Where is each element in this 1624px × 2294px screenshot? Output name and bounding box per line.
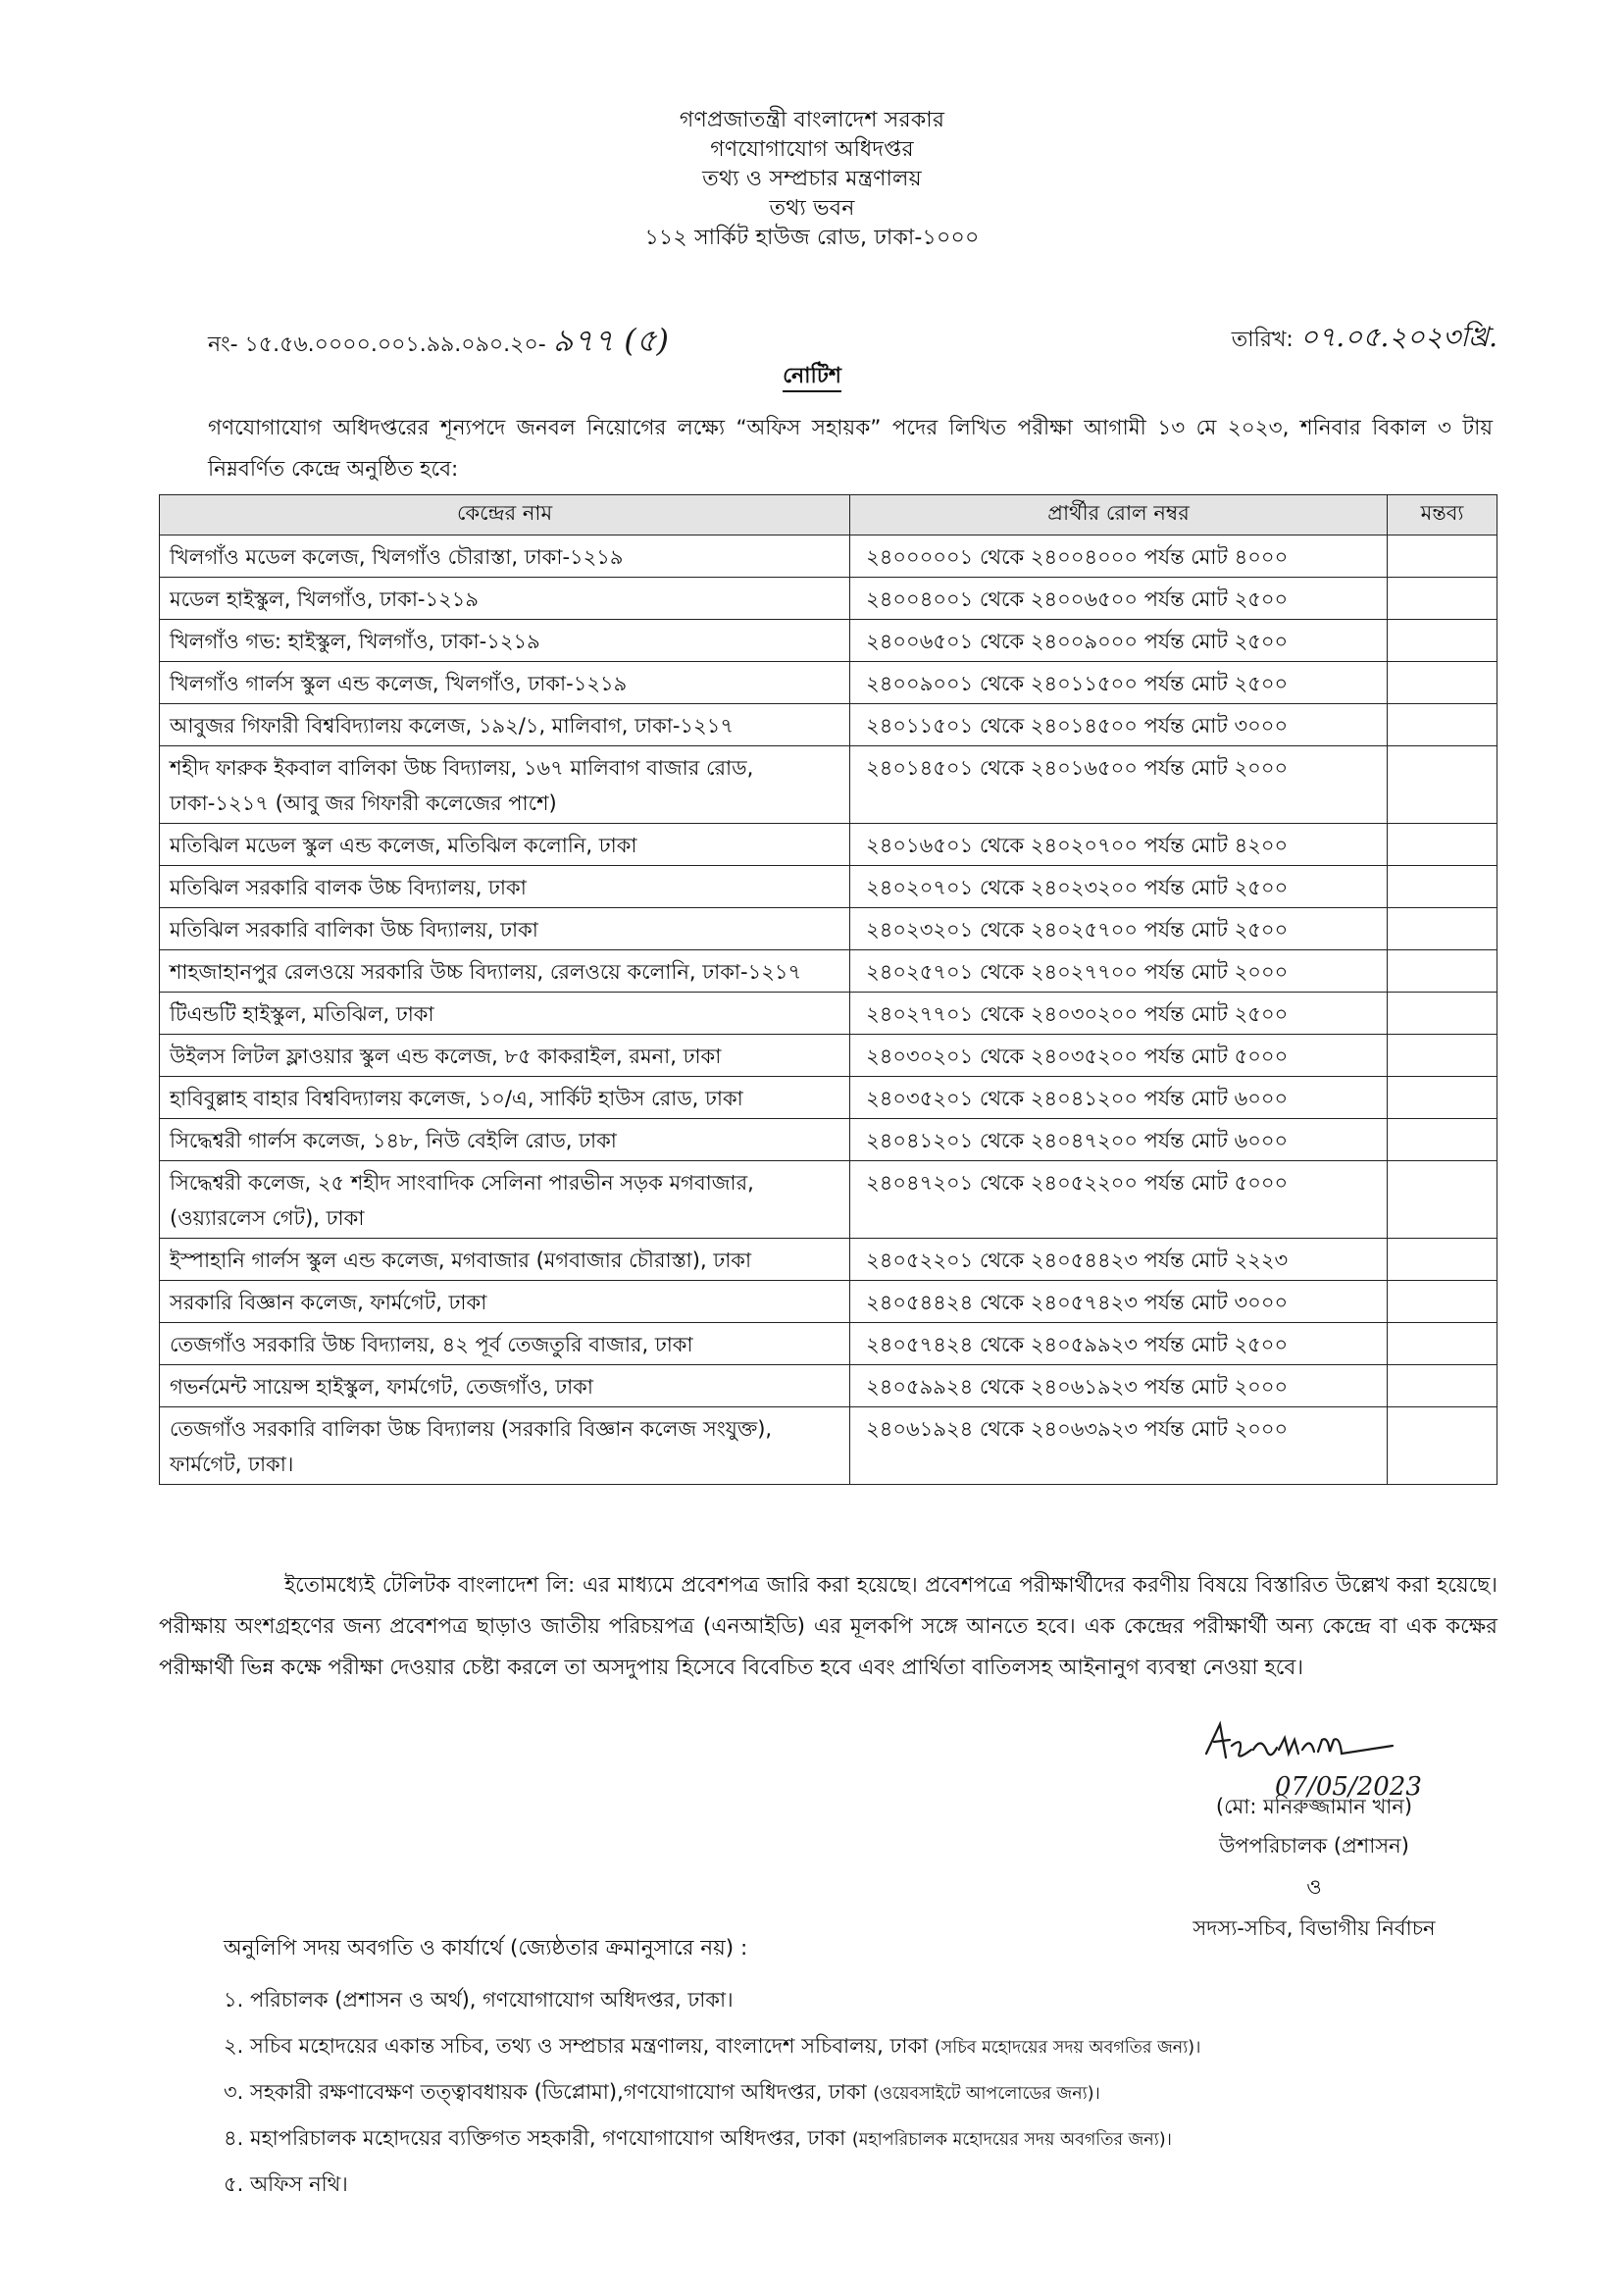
signatory-name: (মো: মনিরুজ্জামান খান) (1215, 1795, 1413, 1818)
table-row (160, 1119, 1497, 1161)
table-row (160, 866, 1497, 908)
copy-to-item-text: ১. পরিচালক (প্রশাসন ও অর্থ), গণযোগাযোগ অধিদপ্তর, ঢাকা। (224, 1988, 734, 2012)
table-row (160, 908, 1497, 950)
copy-to-item-note: (সচিব মহোদয়ের সদয় অবগতির জন্য)। (934, 2038, 1201, 2058)
roll-range-cell: ২৪০০৯০০১ থেকে ২৪০১১৫০০ পর্যন্ত মোট ২৫০০ (850, 662, 1388, 704)
remarks-cell (1388, 993, 1497, 1035)
center-name-cell: মতিঝিল মডেল স্কুল এন্ড কলেজ, মতিঝিল কলোনি, ঢাকা (160, 824, 850, 866)
remarks-cell (1388, 1077, 1497, 1119)
roll-range-cell: ২৪০৬১৯২৪ থেকে ২৪০৬৩৯২৩ পর্যন্ত মোট ২০০০ (850, 1407, 1388, 1485)
remarks-cell (1388, 1365, 1497, 1407)
table-row (160, 1077, 1497, 1119)
memo-line (208, 312, 1497, 359)
roll-range-cell: ২৪০১১৫০১ থেকে ২৪০১৪৫০০ পর্যন্ত মোট ৩০০০ (850, 704, 1388, 746)
table-row (160, 704, 1497, 746)
header-roll-number: প্রার্থীর রোল নম্বর (850, 495, 1388, 535)
copy-to-item-text: ৪. মহাপরিচালক মহোদয়ের ব্যক্তিগত সহকারী, গণযোগাযোগ অধিদপ্তর, ঢাকা (224, 2126, 846, 2150)
center-name-cell: গভর্নমেন্ট সায়েন্স হাইস্কুল, ফার্মগেট, তেজগাঁও, ঢাকা (160, 1365, 850, 1407)
center-name-cell: টিএন্ডটি হাইস্কুল, মতিঝিল, ঢাকা (160, 993, 850, 1035)
center-name-cell: সরকারি বিজ্ঞান কলেজ, ফার্মগেট, ঢাকা (160, 1281, 850, 1323)
roll-range-cell: ২৪০২৭৭০১ থেকে ২৪০৩০২০০ পর্যন্ত মোট ২৫০০ (850, 993, 1388, 1035)
copy-to-heading: অনুলিপি সদয় অবগতি ও কার্যার্থে (জ্যেষ্ঠতার ক্রমানুসারে নয়) : (224, 1936, 748, 1961)
copy-to-item (224, 2069, 1498, 2116)
table-row (160, 1365, 1497, 1407)
date-value: ০৭.০৫.২০২৩খ্রি. (1299, 321, 1497, 353)
center-name-cell: খিলগাঁও মডেল কলেজ, খিলগাঁও চৌরাস্তা, ঢাকা-১২১৯ (160, 535, 850, 578)
remarks-cell (1388, 535, 1497, 578)
table-row (160, 993, 1497, 1035)
copy-to-item (224, 2116, 1498, 2162)
table-row (160, 662, 1497, 704)
remarks-cell (1388, 704, 1497, 746)
memo-date (1232, 316, 1497, 362)
memo-prefix: নং- ১৫.৫৬.০০০০.০০১.৯৯.০৯০.২০- (208, 332, 546, 357)
intro-paragraph: গণযোগাযোগ অধিদপ্তরের শূন্যপদে জনবল নিয়োগের লক্ষ্যে “অফিস সহায়ক” পদের লিখিত পরীক্ষা আগামী ১৩ মে ২০২৩, শনিবার বিকাল ৩ টায় নিম্নবর্ণিত কেন্দ্রে অনুষ্ঠিত হবে: (208, 416, 1493, 482)
remarks-cell (1388, 620, 1497, 662)
copy-to-list (224, 1977, 1498, 2208)
center-name-cell: উইলস লিটল ফ্লাওয়ার স্কুল এন্ড কলেজ, ৮৫ কাকরাইল, রমনা, ঢাকা (160, 1035, 850, 1077)
roll-range-cell: ২৪০৫৭৪২৪ থেকে ২৪০৫৯৯২৩ পর্যন্ত মোট ২৫০০ (850, 1323, 1388, 1365)
table-row (160, 1035, 1497, 1077)
letterhead (0, 106, 1624, 253)
header-center-name: কেন্দ্রের নাম (160, 495, 850, 535)
copy-to-item-note: (ওয়েবসাইটে আপলোডের জন্য)। (873, 2084, 1100, 2104)
roll-range-cell: ২৪০৩৫২০১ থেকে ২৪০৪১২০০ পর্যন্ত মোট ৬০০০ (850, 1077, 1388, 1119)
center-name-cell: মতিঝিল সরকারি বালক উচ্চ বিদ্যালয়, ঢাকা (160, 866, 850, 908)
center-name-cell: মডেল হাইস্কুল, খিলগাঁও, ঢাকা-১২১৯ (160, 578, 850, 620)
remarks-cell (1388, 1161, 1497, 1239)
center-name-cell: সিদ্ধেশ্বরী কলেজ, ২৫ শহীদ সাংবাদিক সেলিনা পারভীন সড়ক মগবাজার, (ওয়্যারলেস গেট), ঢাকা (160, 1161, 850, 1239)
instructions-paragraph: ইতোমধ্যেই টেলিটক বাংলাদেশ লি: এর মাধ্যমে প্রবেশপত্র জারি করা হয়েছে। প্রবেশপত্রে পরীক্ষার্থীদের করণীয় বিষয়ে বিস্তারিত উল্লেখ করা হয়েছে। পরীক্ষায় অংশগ্রহণের জন্য প্রবেশপত্র ছাড়াও জাতীয় পরিচয়পত্র (এনআইডি) এর মূলকপি সঙ্গে আনতে হবে। এক কেন্দ্রের পরীক্ষার্থী অন্য কেন্দ্রে বা এক কক্ষের পরীক্ষার্থী ভিন্ন কক্ষে পরীক্ষা দেওয়ার চেষ্টা করলে তা অসদুপায় হিসেবে বিবেচিত হবে এবং প্রার্থিতা বাতিলসহ আইনানুগ ব্যবস্থা নেওয়া হবে। (159, 1573, 1497, 1680)
table-row (160, 746, 1497, 824)
remarks-cell (1388, 1323, 1497, 1365)
handwritten-signature (1196, 1707, 1451, 1805)
remarks-cell (1388, 1281, 1497, 1323)
roll-range-cell: ২৪০২০৭০১ থেকে ২৪০২৩২০০ পর্যন্ত মোট ২৫০০ (850, 866, 1388, 908)
table-row (160, 1239, 1497, 1281)
table-row (160, 1407, 1497, 1485)
remarks-cell (1388, 662, 1497, 704)
center-name-cell: তেজগাঁও সরকারি উচ্চ বিদ্যালয়, ৪২ পূর্ব তেজতুরি বাজার, ঢাকা (160, 1323, 850, 1365)
notice-title (0, 359, 1624, 395)
table-row (160, 1161, 1497, 1239)
remarks-cell (1388, 950, 1497, 993)
remarks-cell (1388, 578, 1497, 620)
center-name-cell: সিদ্ধেশ্বরী গার্লস কলেজ, ১৪৮, নিউ বেইলি রোড, ঢাকা (160, 1119, 850, 1161)
signature-image (1196, 1707, 1451, 1805)
roll-range-cell: ২৪০৫২২০১ থেকে ২৪০৫৪৪২৩ পর্যন্ত মোট ২২২৩ (850, 1239, 1388, 1281)
copy-to-item-text: ৩. সহকারী রক্ষণাবেক্ষণ তত্ত্বাবধায়ক (ডিপ্লোমা),গণযোগাযোগ অধিদপ্তর, ঢাকা (224, 2080, 867, 2104)
roll-range-cell: ২৪০২৩২০১ থেকে ২৪০২৫৭০০ পর্যন্ত মোট ২৫০০ (850, 908, 1388, 950)
roll-range-cell: ২৪০৫৪৪২৪ থেকে ২৪০৫৭৪২৩ পর্যন্ত মোট ৩০০০ (850, 1281, 1388, 1323)
signature-date: 07/05/2023 (1275, 1772, 1422, 1802)
roll-range-cell: ২৪০১৪৫০১ থেকে ২৪০১৬৫০০ পর্যন্ত মোট ২০০০ (850, 746, 1388, 824)
ministry-name: তথ্য ও সম্প্রচার মন্ত্রণালয় (702, 167, 922, 191)
roll-range-cell: ২৪০৪১২০১ থেকে ২৪০৪৭২০০ পর্যন্ত মোট ৬০০০ (850, 1119, 1388, 1161)
roll-range-cell: ২৪০৪৭২০১ থেকে ২৪০৫২২০০ পর্যন্ত মোট ৫০০০ (850, 1161, 1388, 1239)
notice-title-text: নোটিশ (783, 364, 841, 392)
remarks-cell (1388, 1035, 1497, 1077)
remarks-cell (1388, 746, 1497, 824)
table-row (160, 578, 1497, 620)
center-name-cell: খিলগাঁও গার্লস স্কুল এন্ড কলেজ, খিলগাঁও, ঢাকা-১২১৯ (160, 662, 850, 704)
roll-range-cell: ২৪০০৬৫০১ থেকে ২৪০০৯০০০ পর্যন্ত মোট ২৫০০ (850, 620, 1388, 662)
roll-range-cell: ২৪০১৬৫০১ থেকে ২৪০২০৭০০ পর্যন্ত মোট ৪২০০ (850, 824, 1388, 866)
remarks-cell (1388, 824, 1497, 866)
table-row (160, 1281, 1497, 1323)
copy-to-item-note: (মহাপরিচালক মহোদয়ের সদয় অবগতির জন্য)। (851, 2130, 1172, 2150)
center-name-cell: শাহজাহানপুর রেলওয়ে সরকারি উচ্চ বিদ্যালয়, রেলওয়ে কলোনি, ঢাকা-১২১৭ (160, 950, 850, 993)
roll-range-cell: ২৪০০০০০১ থেকে ২৪০০৪০০০ পর্যন্ত মোট ৪০০০ (850, 535, 1388, 578)
copy-to-item (224, 2162, 1498, 2208)
table-row (160, 1323, 1497, 1365)
remarks-cell (1388, 908, 1497, 950)
copy-to-item-text: ৫. অফিস নথি। (224, 2172, 348, 2196)
remarks-cell (1388, 1407, 1497, 1485)
center-name-cell: শহীদ ফারুক ইকবাল বালিকা উচ্চ বিদ্যালয়, ১৬৭ মালিবাগ বাজার রোড, ঢাকা-১২১৭ (আবু জর গিফারী কলেজের পাশে) (160, 746, 850, 824)
table-row (160, 950, 1497, 993)
copy-to-item-text: ২. সচিব মহোদয়ের একান্ত সচিব, তথ্য ও সম্প্রচার মন্ত্রণালয়, বাংলাদেশ সচিবালয়, ঢাকা (224, 2034, 929, 2058)
table-header-row (160, 495, 1497, 535)
remarks-cell (1388, 866, 1497, 908)
roll-range-cell: ২৪০০৪০০১ থেকে ২৪০০৬৫০০ পর্যন্ত মোট ২৫০০ (850, 578, 1388, 620)
signatory-designation: উপপরিচালক (প্রশাসন) (1219, 1834, 1409, 1858)
signatory-and: ও (1306, 1875, 1322, 1899)
copy-to-item (224, 2023, 1498, 2069)
center-name-cell: খিলগাঁও গভ: হাইস্কুল, খিলগাঁও, ঢাকা-১২১৯ (160, 620, 850, 662)
remarks-cell (1388, 1239, 1497, 1281)
table-row (160, 620, 1497, 662)
table-row (160, 535, 1497, 578)
govt-name: গণপ্রজাতন্ত্রী বাংলাদেশ সরকার (679, 108, 945, 132)
department-name: গণযোগাযোগ অধিদপ্তর (710, 137, 914, 162)
center-name-cell: তেজগাঁও সরকারি বালিকা উচ্চ বিদ্যালয় (সরকারি বিজ্ঞান কলেজ সংযুক্ত), ফার্মগেট, ঢাকা। (160, 1407, 850, 1485)
center-name-cell: হাবিবুল্লাহ বাহার বিশ্ববিদ্যালয় কলেজ, ১০/এ, সার্কিট হাউস রোড, ঢাকা (160, 1077, 850, 1119)
roll-range-cell: ২৪০২৫৭০১ থেকে ২৪০২৭৭০০ পর্যন্ত মোট ২০০০ (850, 950, 1388, 993)
date-label: তারিখ: (1231, 328, 1294, 352)
memo-handwritten-number: ৯৭৭ (৫) (552, 322, 670, 359)
address: ১১২ সার্কিট হাউজ রোড, ঢাকা-১০০০ (644, 226, 980, 250)
center-name-cell: মতিঝিল সরকারি বালিকা উচ্চ বিদ্যালয়, ঢাকা (160, 908, 850, 950)
table-row (160, 824, 1497, 866)
copy-to-item (224, 1977, 1498, 2023)
center-name-cell: আবুজর গিফারী বিশ্ববিদ্যালয় কলেজ, ১৯২/১, মালিবাগ, ঢাকা-১২১৭ (160, 704, 850, 746)
remarks-cell (1388, 1119, 1497, 1161)
header-remarks: মন্তব্য (1388, 495, 1497, 535)
center-name-cell: ইস্পাহানি গার্লস স্কুল এন্ড কলেজ, মগবাজার (মগবাজার চৌরাস্তা), ঢাকা (160, 1239, 850, 1281)
roll-range-cell: ২৪০৫৯৯২৪ থেকে ২৪০৬১৯২৩ পর্যন্ত মোট ২০০০ (850, 1365, 1388, 1407)
exam-centers-table (159, 494, 1497, 1485)
building-name: তথ্য ভবন (769, 196, 855, 221)
signatory-role: সদস্য-সচিব, বিভাগীয় নির্বাচন (1193, 1916, 1436, 1940)
roll-range-cell: ২৪০৩০২০১ থেকে ২৪০৩৫২০০ পর্যন্ত মোট ৫০০০ (850, 1035, 1388, 1077)
table-body (160, 535, 1497, 1485)
